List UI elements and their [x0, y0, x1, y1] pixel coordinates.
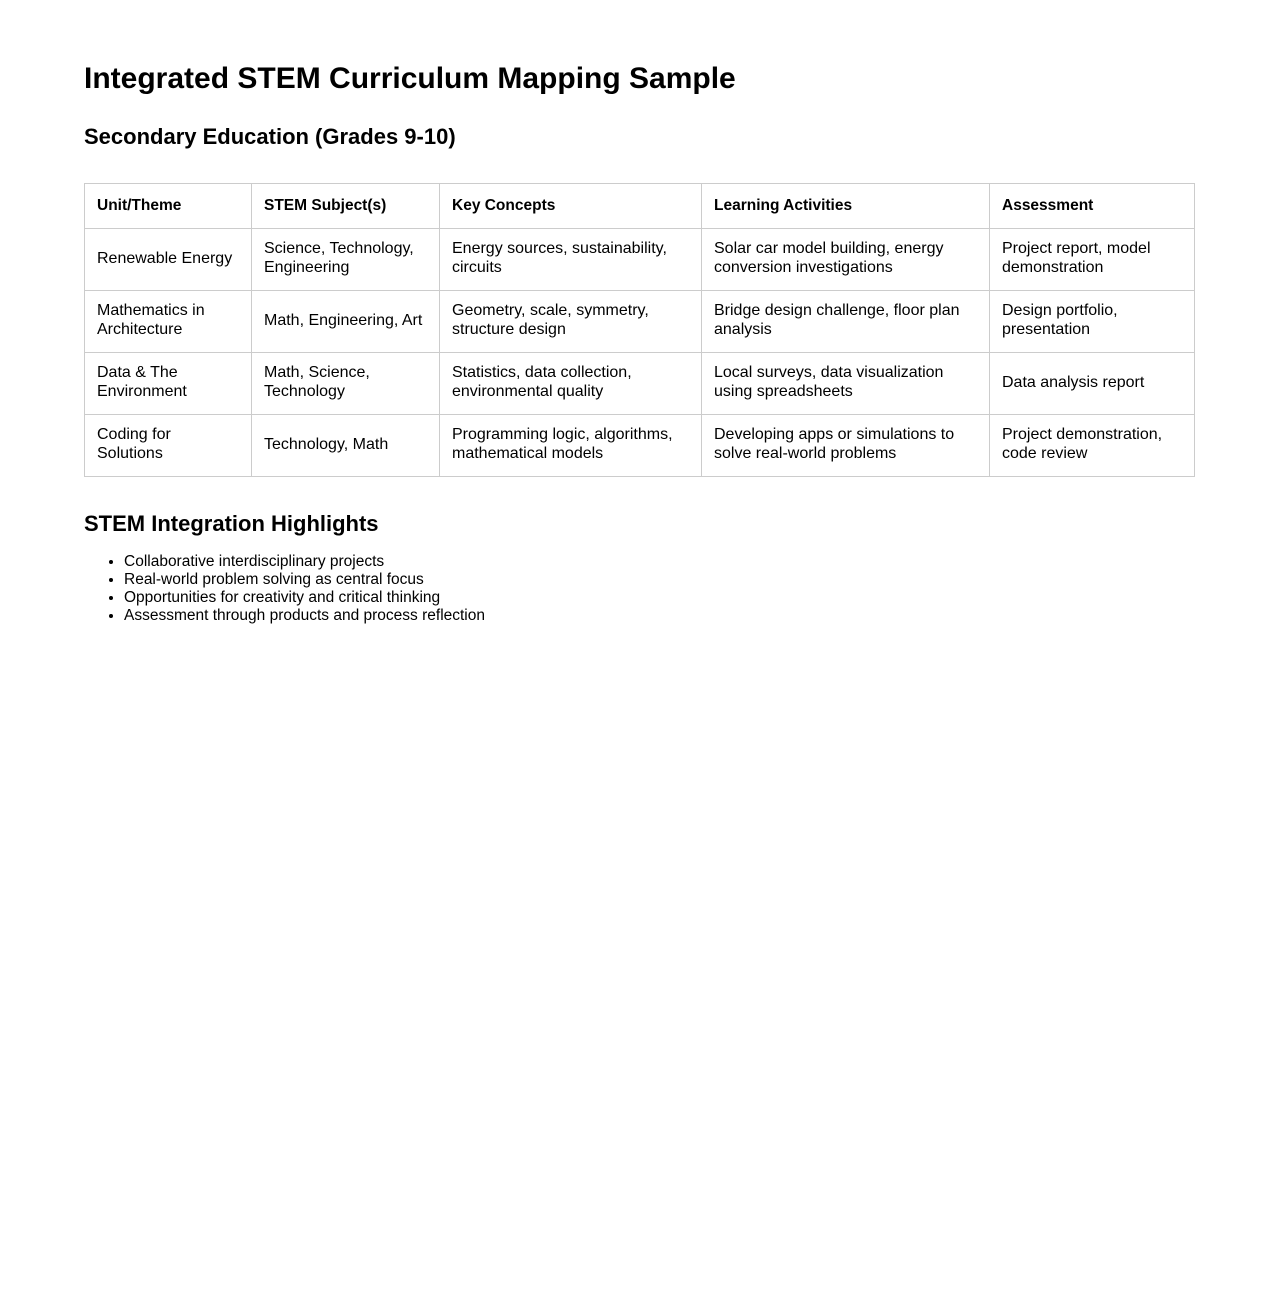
cell-unit-theme: Coding for Solutions [85, 414, 252, 476]
column-header: Learning Activities [702, 183, 990, 228]
page-title: Integrated STEM Curriculum Mapping Sample [84, 62, 736, 95]
cell-assessment: Project report, model demonstration [990, 228, 1195, 290]
highlight-item: • Collaborative interdisciplinary projects [124, 553, 1194, 571]
curriculum-table-header [85, 183, 1195, 228]
highlight-item: • Real-world problem solving as central focus [124, 571, 1194, 589]
cell-assessment: Design portfolio, presentation [990, 290, 1195, 352]
cell-key-concepts: Programming logic, algorithms, mathematical models [440, 414, 702, 476]
column-header: STEM Subject(s) [252, 183, 440, 228]
table-header-row [85, 183, 1195, 228]
cell-learning-activities: Developing apps or simulations to solve real-world problems [702, 414, 990, 476]
cell-unit-theme: Renewable Energy [85, 228, 252, 290]
cell-key-concepts: Energy sources, sustainability, circuits [440, 228, 702, 290]
cell-stem-subjects: Math, Science, Technology [252, 352, 440, 414]
cell-stem-subjects: Science, Technology, Engineering [252, 228, 440, 290]
cell-learning-activities: Local surveys, data visualization using spreadsheets [702, 352, 990, 414]
column-header: Assessment [990, 183, 1195, 228]
highlights-heading: STEM Integration Highlights [84, 510, 379, 536]
column-header: Key Concepts [440, 183, 702, 228]
highlight-item: • Opportunities for creativity and critical thinking [124, 589, 1194, 607]
table-row [85, 290, 1195, 352]
cell-assessment: Data analysis report [990, 352, 1195, 414]
cell-unit-theme: Mathematics in Architecture [85, 290, 252, 352]
table-row [85, 352, 1195, 414]
cell-learning-activities: Solar car model building, energy conversion investigations [702, 228, 990, 290]
curriculum-table-body [85, 228, 1195, 476]
table-row [85, 414, 1195, 476]
cell-key-concepts: Geometry, scale, symmetry, structure design [440, 290, 702, 352]
highlights-list [84, 553, 1194, 625]
highlight-item: • Assessment through products and process reflection [124, 607, 1194, 625]
cell-unit-theme: Data & The Environment [85, 352, 252, 414]
cell-key-concepts: Statistics, data collection, environmental quality [440, 352, 702, 414]
curriculum-table [84, 183, 1195, 477]
page-subtitle: Secondary Education (Grades 9-10) [84, 123, 456, 149]
cell-learning-activities: Bridge design challenge, floor plan analysis [702, 290, 990, 352]
cell-stem-subjects: Math, Engineering, Art [252, 290, 440, 352]
cell-stem-subjects: Technology, Math [252, 414, 440, 476]
table-row [85, 228, 1195, 290]
cell-assessment: Project demonstration, code review [990, 414, 1195, 476]
column-header: Unit/Theme [85, 183, 252, 228]
